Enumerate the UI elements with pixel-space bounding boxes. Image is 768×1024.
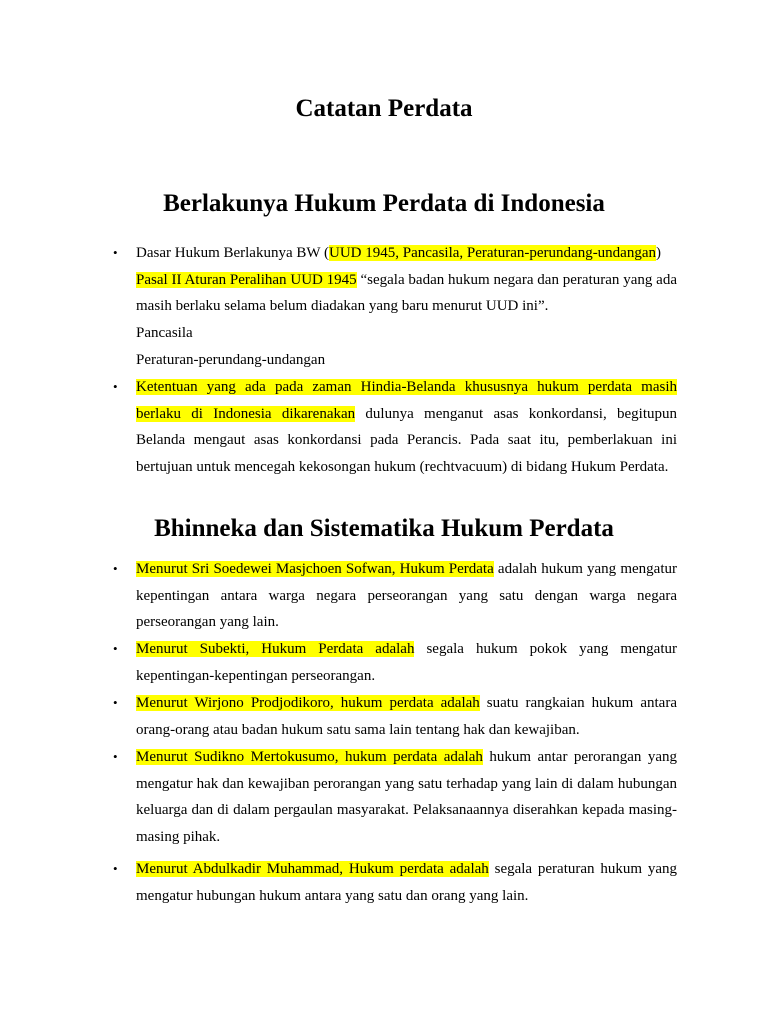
list-item-dasar-hukum <box>113 240 677 320</box>
highlight: Menurut Wirjono Prodjodikoro, hukum perdata adalah <box>136 695 480 711</box>
list-item-text: Menurut Abdulkadir Muhammad, Hukum perdata adalah segala peraturan hukum yang mengatur hubungan hukum antara yang satu dan orang yang lain. <box>136 861 678 904</box>
highlight: Menurut Subekti, Hukum Perdata adalah <box>136 641 415 657</box>
bullet-icon: • <box>113 861 118 876</box>
bullet-icon: • <box>113 245 118 260</box>
list-item-text: Menurut Sudikno Mertokusumo, hukum perdata adalah hukum antar perorangan yang mengatur hak dan kewajiban perorangan yang satu terhadap yang lain di dalam hubungan keluarga dan di dalam pergaulan masyarakat. Pelaksanaannya diserahkan kepada masing-masing pihak. <box>136 749 677 845</box>
bullet-icon: • <box>113 641 118 656</box>
section-heading-berlakunya: Berlakunya Hukum Perdata di Indonesia <box>163 190 605 217</box>
section-heading-bhinneka: Bhinneka dan Sistematika Hukum Perdata <box>154 515 614 542</box>
line-pancasila: Pancasila <box>136 325 193 341</box>
document-title: Catatan Perdata <box>295 95 473 122</box>
list-item-ketentuan <box>113 374 677 480</box>
highlight: Menurut Abdulkadir Muhammad, Hukum perdata adalah <box>136 861 489 877</box>
highlight: Pasal II Aturan Peralihan UUD 1945 <box>136 271 357 288</box>
list-item-sudikno <box>113 744 677 850</box>
highlight: Menurut Sri Soedewei Masjchoen Sofwan, Hukum Perdata <box>136 561 494 577</box>
bullet-icon: • <box>113 749 118 764</box>
list-item-subekti <box>113 636 677 689</box>
list-item-text: Menurut Sri Soedewei Masjchoen Sofwan, Hukum Perdata adalah hukum yang mengatur kepentingan antara warga negara perseorangan yang satu dengan warga negara perseorangan yang lain. <box>136 561 677 631</box>
list-item-abdulkadir <box>113 856 678 909</box>
highlight: Ketentuan yang ada pada zaman Hindia-Belanda khususnya hukum perdata masih berlaku di Indonesia dikarenakan <box>136 379 677 422</box>
line-peraturan: Peraturan-perundang-undangan <box>136 352 326 368</box>
list-item-sri-soedewei <box>113 556 677 636</box>
highlight: Menurut Sudikno Mertokusumo, hukum perdata adalah <box>136 749 483 765</box>
list-item-text: Ketentuan yang ada pada zaman Hindia-Belanda khususnya hukum perdata masih berlaku di Indonesia dikarenakan dulunya menganut asas konkordansi, begitupun Belanda mengaut asas konkordansi pada Perancis. Pada saat itu, pemberlakuan ini bertujuan untuk mencegah kekosongan hukum (rechtvacuum) di bidang Hukum Perdata. <box>136 379 677 475</box>
list-item-text: Menurut Wirjono Prodjodikoro, hukum perdata adalah suatu rangkaian hukum antara orang-orang atau badan hukum satu sama lain tentang hak dan kewajiban. <box>136 695 677 738</box>
list-item-text: Dasar Hukum Berlakunya BW (UUD 1945, Pancasila, Peraturan-perundang-undangan) Pasal II Aturan Peralihan UUD 1945 “segala badan hukum negara dan peraturan yang ada masih berlaku selama belum diadakan yang baru menurut UUD ini”. <box>136 245 677 315</box>
bullet-icon: • <box>113 379 118 394</box>
bullet-icon: • <box>113 695 118 710</box>
bullet-icon: • <box>113 561 118 576</box>
highlight: UUD 1945, Pancasila, Peraturan-perundang-undangan <box>329 245 656 261</box>
list-item-text: Menurut Subekti, Hukum Perdata adalah segala hukum pokok yang mengatur kepentingan-kepentingan perseorangan. <box>136 641 677 684</box>
list-item-wirjono <box>113 690 677 743</box>
